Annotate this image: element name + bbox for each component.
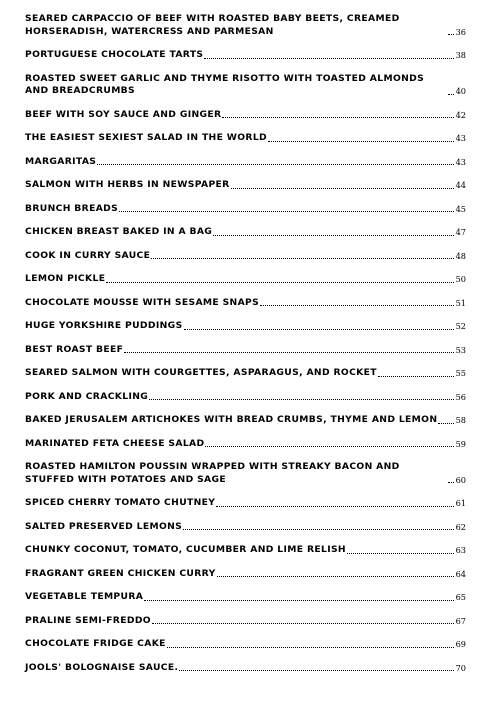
dot-leader [231,188,454,189]
toc-entry-page-number: 51 [455,297,466,308]
toc-entry-title: SALTED PRESERVED LEMONS [25,520,183,532]
toc-entry-page-number: 67 [455,615,466,626]
toc-entry-page-number: 42 [455,109,466,120]
toc-entry[interactable] [25,179,466,192]
toc-entry-page-number: 44 [455,180,466,190]
toc-entry-title: COOK IN CURRY SAUCE [25,249,151,261]
toc-entry-title: CHOCOLATE FRIDGE CAKE [25,638,166,649]
toc-entry-page-number: 40 [455,86,466,96]
toc-entry[interactable] [25,662,466,675]
dot-leader [106,282,453,283]
toc-entry[interactable] [25,320,466,333]
dot-leader [213,235,453,236]
toc-entry-page-number: 63 [455,545,466,555]
toc-entry-page-number: 70 [455,662,466,673]
dot-leader [151,258,453,259]
toc-entry-page-number: 50 [455,274,466,284]
toc-entry-title: BAKED JERUSALEM ARTICHOKES WITH BREAD CRUMBS, THYME AND LEMON [25,414,438,425]
toc-entry[interactable] [25,49,466,62]
toc-entry[interactable] [25,438,466,451]
toc-entry-title: CHOCOLATE MOUSSE WITH SESAME SNAPS [25,296,260,308]
toc-entry-page-number: 61 [455,498,466,508]
toc-entry-page-number: 55 [455,368,466,378]
toc-entry[interactable] [25,203,466,216]
dot-leader [119,211,453,212]
toc-entry[interactable] [25,615,466,628]
toc-entry-title: BEEF WITH SOY SAUCE AND GINGER [25,108,222,120]
toc-entry[interactable] [25,344,466,357]
toc-entry[interactable] [25,391,466,404]
dot-leader [260,305,453,306]
dot-leader [448,482,454,483]
toc-entry-title: MARGARITAS [25,155,97,167]
toc-entry-title: BEST ROAST BEEF [25,343,124,355]
toc-entry-title: SEARED SALMON WITH COURGETTES, ASPARAGUS, AND ROCKET [25,367,377,378]
dot-leader [222,117,453,118]
toc-entry[interactable] [25,226,466,239]
dot-leader [149,399,453,400]
toc-entry[interactable] [25,544,466,557]
toc-entry[interactable] [25,109,466,122]
toc-entry-title: PRALINE SEMI-FREDDO [25,614,151,626]
dot-leader [204,58,453,59]
toc-entry[interactable] [25,414,466,427]
dot-leader [378,376,454,377]
toc-entry-page-number: 64 [455,568,466,579]
dot-leader [347,553,454,554]
toc-entry-title: JOOLS' BOLOGNAISE SAUCE. [25,661,179,673]
toc-entry-page-number: 45 [455,203,466,214]
toc-entry-title: VEGETABLE TEMPURA [25,591,144,602]
dot-leader [152,623,454,624]
dot-leader [179,670,453,671]
dot-leader [205,446,453,447]
dot-leader [438,423,453,424]
dot-leader [167,647,454,648]
toc-entry[interactable] [25,250,466,263]
toc-entry[interactable] [25,73,466,98]
toc-entry-title: CHUNKY COCONUT, TOMATO, CUCUMBER AND LIME RELISH [25,544,346,555]
dot-leader [183,529,453,530]
toc-entry-page-number: 69 [455,639,466,649]
toc-entry-title: SPICED CHERRY TOMATO CHUTNEY [25,497,216,508]
toc-entry-title: PORK AND CRACKLING [25,390,149,402]
toc-entry-page-number: 48 [455,250,466,261]
toc-entry[interactable] [25,521,466,534]
toc-entry-title: FRAGRANT GREEN CHICKEN CURRY [25,567,216,579]
toc-entry[interactable] [25,591,466,604]
toc-entry[interactable] [25,367,466,380]
toc-entry-page-number: 47 [455,227,466,237]
dot-leader [448,34,454,35]
dot-leader [448,94,454,95]
toc-entry-title: SEARED CARPACCIO OF BEEF WITH ROASTED BABY BEETS, CREAMED HORSERADISH, WATERCRESS AND PARMESAN [25,13,400,37]
dot-leader [144,600,453,601]
toc-entry[interactable] [25,13,466,38]
toc-entry[interactable] [25,497,466,510]
toc-entry[interactable] [25,156,466,169]
toc-entry-title: ROASTED SWEET GARLIC AND THYME RISOTTO WITH TOASTED ALMONDS AND BREADCRUMBS [25,72,425,96]
dot-leader [184,329,454,330]
toc-entry-title: CHICKEN BREAST BAKED IN A BAG [25,226,213,237]
toc-entry[interactable] [25,132,466,145]
dot-leader [216,506,453,507]
dot-leader [268,141,454,142]
toc-entry-title: HUGE YORKSHIRE PUDDINGS [25,320,183,331]
toc-entry-page-number: 52 [455,321,466,331]
toc-entry-page-number: 43 [455,156,466,167]
toc-entry[interactable] [25,461,466,486]
toc-entry-page-number: 36 [455,26,466,37]
toc-entry-title: MARINATED FETA CHEESE SALAD [25,437,205,449]
dot-leader [97,164,453,165]
toc-entry-title: BRUNCH BREADS [25,202,119,214]
toc-entry-title: PORTUGUESE CHOCOLATE TARTS [25,49,204,60]
toc-entry[interactable] [25,568,466,581]
toc-entry-title: THE EASIEST SEXIEST SALAD IN THE WORLD [25,132,268,143]
toc-entry-page-number: 60 [455,474,466,485]
toc-entry-title: SALMON WITH HERBS IN NEWSPAPER [25,179,230,190]
dot-leader [217,576,454,577]
dot-leader [124,352,453,353]
toc-entry[interactable] [25,638,466,651]
toc-entry-page-number: 58 [455,415,466,425]
toc-entry-page-number: 62 [455,521,466,532]
toc-entry-title: ROASTED HAMILTON POUSSIN WRAPPED WITH STREAKY BACON AND STUFFED WITH POTATOES AND SAGE [25,461,400,485]
toc-entry-page-number: 38 [455,50,466,60]
toc-entry-page-number: 53 [455,344,466,355]
toc-entry[interactable] [25,297,466,310]
toc-entry-page-number: 65 [455,592,466,602]
toc-entry-title: LEMON PICKLE [25,273,106,284]
toc-entry-page-number: 59 [455,438,466,449]
toc-entry[interactable] [25,273,466,286]
toc-entry-page-number: 43 [455,133,466,143]
table-of-contents [25,13,466,674]
toc-entry-page-number: 56 [455,391,466,402]
